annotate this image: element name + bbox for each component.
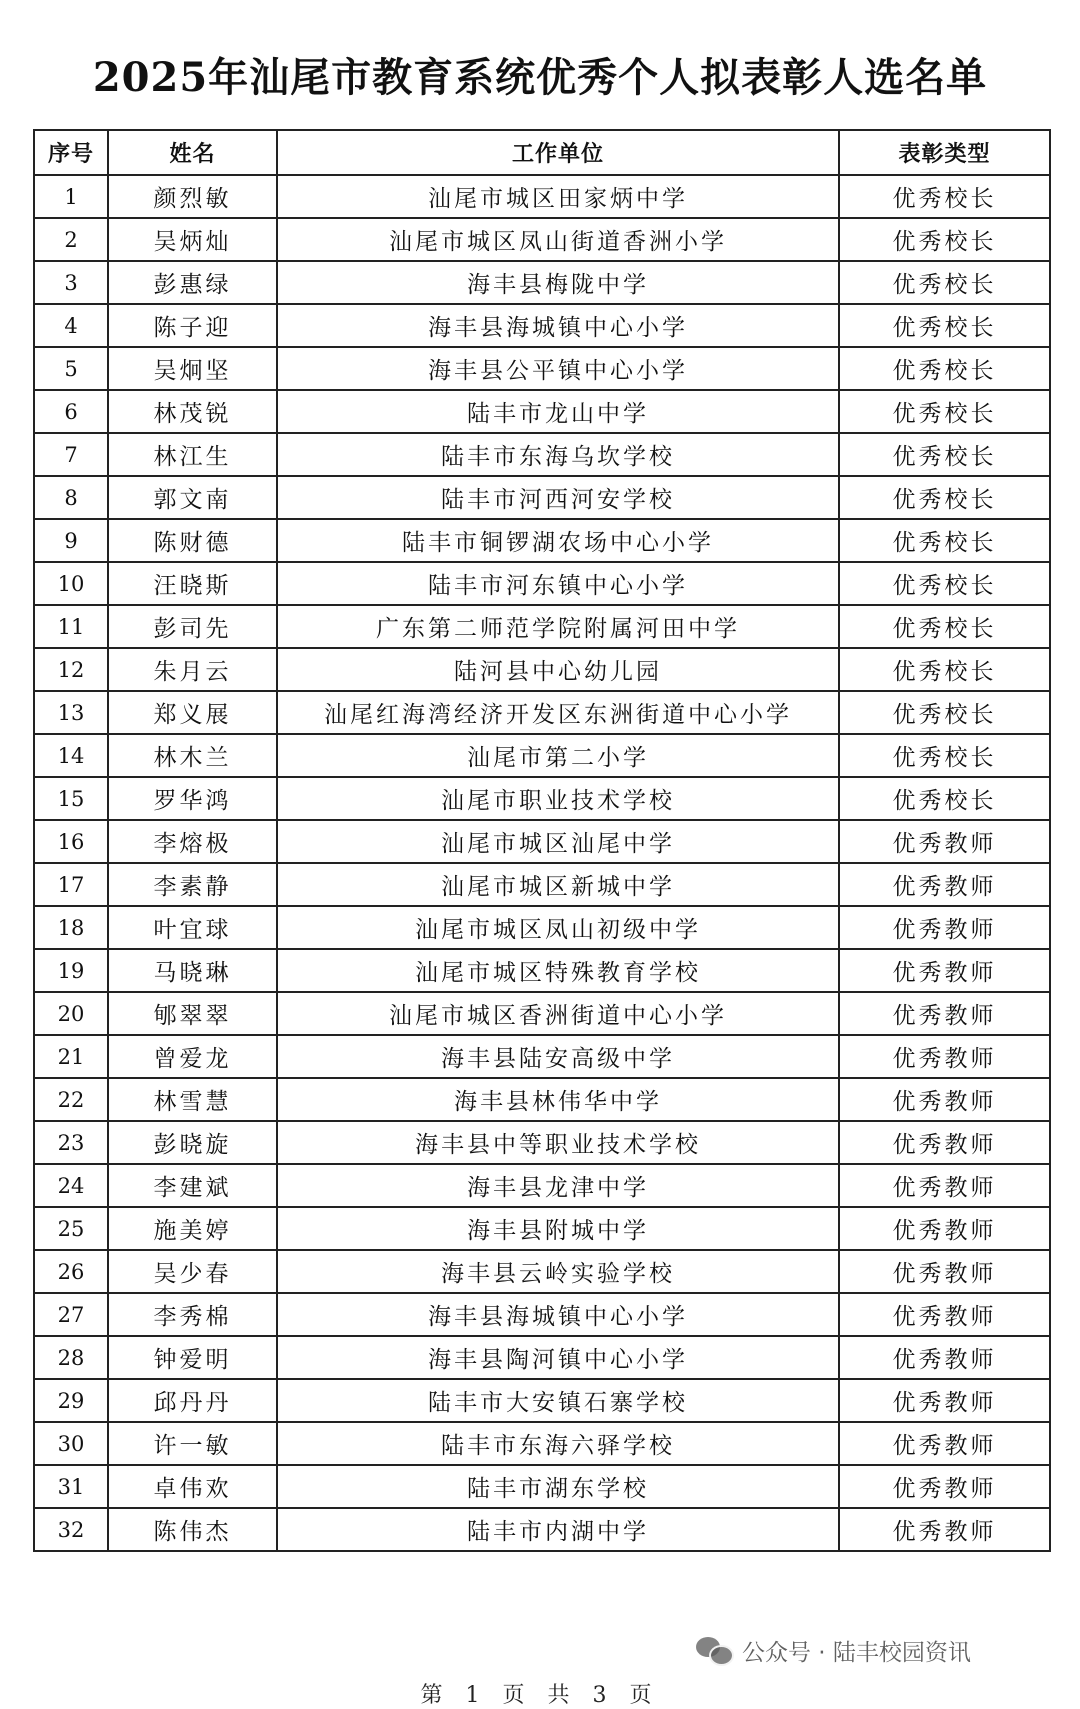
cell-unit: 海丰县陶河镇中心小学 xyxy=(277,1336,839,1379)
cell-name: 吴炯坚 xyxy=(108,347,277,390)
cell-unit: 海丰县公平镇中心小学 xyxy=(277,347,839,390)
table-row xyxy=(34,1508,1050,1551)
cell-type: 优秀校长 xyxy=(839,433,1050,476)
cell-unit: 汕尾市职业技术学校 xyxy=(277,777,839,820)
cell-name: 吴炳灿 xyxy=(108,218,277,261)
cell-unit: 汕尾市城区凤山街道香洲小学 xyxy=(277,218,839,261)
cell-type: 优秀教师 xyxy=(839,1078,1050,1121)
cell-unit: 海丰县梅陇中学 xyxy=(277,261,839,304)
cell-name: 曾爱龙 xyxy=(108,1035,277,1078)
table-body xyxy=(34,175,1050,1551)
cell-type: 优秀校长 xyxy=(839,347,1050,390)
cell-type: 优秀教师 xyxy=(839,863,1050,906)
table-row xyxy=(34,906,1050,949)
cell-type: 优秀教师 xyxy=(839,1035,1050,1078)
cell-name: 郇翠翠 xyxy=(108,992,277,1035)
cell-unit: 汕尾红海湾经济开发区东洲街道中心小学 xyxy=(277,691,839,734)
table-row xyxy=(34,562,1050,605)
cell-no: 12 xyxy=(34,648,108,691)
cell-unit: 汕尾市城区特殊教育学校 xyxy=(277,949,839,992)
cell-type: 优秀校长 xyxy=(839,218,1050,261)
cell-unit: 陆丰市东海乌坎学校 xyxy=(277,433,839,476)
cell-no: 11 xyxy=(34,605,108,648)
table-row xyxy=(34,777,1050,820)
cell-type: 优秀教师 xyxy=(839,1121,1050,1164)
cell-name: 李建斌 xyxy=(108,1164,277,1207)
cell-name: 彭晓旋 xyxy=(108,1121,277,1164)
cell-no: 13 xyxy=(34,691,108,734)
cell-type: 优秀校长 xyxy=(839,519,1050,562)
cell-unit: 陆河县中心幼儿园 xyxy=(277,648,839,691)
cell-no: 2 xyxy=(34,218,108,261)
table-row xyxy=(34,691,1050,734)
cell-no: 17 xyxy=(34,863,108,906)
cell-unit: 陆丰市龙山中学 xyxy=(277,390,839,433)
cell-no: 10 xyxy=(34,562,108,605)
cell-name: 郭文南 xyxy=(108,476,277,519)
cell-name: 陈财德 xyxy=(108,519,277,562)
cell-no: 7 xyxy=(34,433,108,476)
table-row xyxy=(34,390,1050,433)
cell-no: 27 xyxy=(34,1293,108,1336)
cell-unit: 海丰县龙津中学 xyxy=(277,1164,839,1207)
cell-unit: 海丰县海城镇中心小学 xyxy=(277,1293,839,1336)
cell-no: 16 xyxy=(34,820,108,863)
header-no: 序号 xyxy=(34,130,108,175)
cell-name: 郑义展 xyxy=(108,691,277,734)
document-title: 2025年汕尾市教育系统优秀个人拟表彰人选名单 xyxy=(92,54,988,101)
cell-type: 优秀校长 xyxy=(839,777,1050,820)
cell-no: 14 xyxy=(34,734,108,777)
cell-type: 优秀教师 xyxy=(839,1379,1050,1422)
cell-no: 32 xyxy=(34,1508,108,1551)
cell-no: 5 xyxy=(34,347,108,390)
cell-unit: 广东第二师范学院附属河田中学 xyxy=(277,605,839,648)
table-row xyxy=(34,949,1050,992)
cell-no: 1 xyxy=(34,175,108,218)
cell-name: 李熔极 xyxy=(108,820,277,863)
table-row xyxy=(34,261,1050,304)
cell-unit: 海丰县海城镇中心小学 xyxy=(277,304,839,347)
table-row xyxy=(34,1207,1050,1250)
cell-no: 23 xyxy=(34,1121,108,1164)
cell-no: 31 xyxy=(34,1465,108,1508)
cell-no: 9 xyxy=(34,519,108,562)
cell-name: 林木兰 xyxy=(108,734,277,777)
cell-no: 25 xyxy=(34,1207,108,1250)
cell-name: 朱月云 xyxy=(108,648,277,691)
table-row xyxy=(34,605,1050,648)
cell-no: 3 xyxy=(34,261,108,304)
cell-no: 8 xyxy=(34,476,108,519)
cell-name: 李素静 xyxy=(108,863,277,906)
table-row xyxy=(34,1465,1050,1508)
header-name: 姓名 xyxy=(108,130,277,175)
cell-type: 优秀校长 xyxy=(839,734,1050,777)
cell-type: 优秀校长 xyxy=(839,562,1050,605)
cell-name: 林雪慧 xyxy=(108,1078,277,1121)
cell-type: 优秀教师 xyxy=(839,1422,1050,1465)
cell-unit: 汕尾市城区田家炳中学 xyxy=(277,175,839,218)
cell-type: 优秀校长 xyxy=(839,605,1050,648)
table-row xyxy=(34,1164,1050,1207)
cell-type: 优秀校长 xyxy=(839,390,1050,433)
cell-name: 陈子迎 xyxy=(108,304,277,347)
cell-name: 陈伟杰 xyxy=(108,1508,277,1551)
cell-unit: 陆丰市大安镇石寨学校 xyxy=(277,1379,839,1422)
table-row xyxy=(34,1422,1050,1465)
cell-unit: 汕尾市城区新城中学 xyxy=(277,863,839,906)
cell-unit: 陆丰市铜锣湖农场中心小学 xyxy=(277,519,839,562)
table-row xyxy=(34,175,1050,218)
cell-unit: 海丰县陆安高级中学 xyxy=(277,1035,839,1078)
page-footer: 第 1 页 共 3 页 xyxy=(420,1683,660,1708)
watermark-text: 公众号 · 陆丰校园资讯 xyxy=(742,1639,971,1666)
table-row xyxy=(34,1293,1050,1336)
table-row xyxy=(34,519,1050,562)
table-row xyxy=(34,433,1050,476)
cell-no: 4 xyxy=(34,304,108,347)
table-row xyxy=(34,1379,1050,1422)
cell-unit: 海丰县云岭实验学校 xyxy=(277,1250,839,1293)
cell-unit: 陆丰市内湖中学 xyxy=(277,1508,839,1551)
cell-unit: 汕尾市城区凤山初级中学 xyxy=(277,906,839,949)
cell-type: 优秀教师 xyxy=(839,992,1050,1035)
cell-type: 优秀教师 xyxy=(839,820,1050,863)
cell-no: 22 xyxy=(34,1078,108,1121)
cell-no: 21 xyxy=(34,1035,108,1078)
cell-name: 林江生 xyxy=(108,433,277,476)
cell-unit: 汕尾市城区汕尾中学 xyxy=(277,820,839,863)
table-row xyxy=(34,1078,1050,1121)
wechat-icon xyxy=(696,1635,732,1665)
cell-type: 优秀校长 xyxy=(839,476,1050,519)
cell-no: 30 xyxy=(34,1422,108,1465)
cell-no: 28 xyxy=(34,1336,108,1379)
cell-unit: 陆丰市河西河安学校 xyxy=(277,476,839,519)
cell-name: 彭司先 xyxy=(108,605,277,648)
table-row xyxy=(34,1250,1050,1293)
watermark xyxy=(692,1630,975,1670)
cell-name: 卓伟欢 xyxy=(108,1465,277,1508)
cell-unit: 陆丰市河东镇中心小学 xyxy=(277,562,839,605)
cell-no: 26 xyxy=(34,1250,108,1293)
header-unit: 工作单位 xyxy=(277,130,839,175)
table-row xyxy=(34,476,1050,519)
cell-name: 颜烈敏 xyxy=(108,175,277,218)
table-row xyxy=(34,347,1050,390)
table-row xyxy=(34,1121,1050,1164)
cell-type: 优秀校长 xyxy=(839,304,1050,347)
cell-type: 优秀校长 xyxy=(839,175,1050,218)
cell-unit: 海丰县附城中学 xyxy=(277,1207,839,1250)
cell-no: 24 xyxy=(34,1164,108,1207)
cell-name: 吴少春 xyxy=(108,1250,277,1293)
cell-unit: 海丰县中等职业技术学校 xyxy=(277,1121,839,1164)
cell-name: 叶宜球 xyxy=(108,906,277,949)
cell-type: 优秀校长 xyxy=(839,261,1050,304)
cell-type: 优秀教师 xyxy=(839,1250,1050,1293)
cell-name: 钟爱明 xyxy=(108,1336,277,1379)
candidate-table xyxy=(33,129,1051,1552)
cell-no: 15 xyxy=(34,777,108,820)
cell-no: 29 xyxy=(34,1379,108,1422)
cell-no: 20 xyxy=(34,992,108,1035)
cell-unit: 陆丰市东海六驿学校 xyxy=(277,1422,839,1465)
cell-name: 罗华鸿 xyxy=(108,777,277,820)
cell-type: 优秀教师 xyxy=(839,1164,1050,1207)
cell-name: 马晓琳 xyxy=(108,949,277,992)
table-row xyxy=(34,734,1050,777)
cell-no: 19 xyxy=(34,949,108,992)
cell-no: 6 xyxy=(34,390,108,433)
cell-type: 优秀教师 xyxy=(839,1293,1050,1336)
cell-name: 林茂锐 xyxy=(108,390,277,433)
table-row xyxy=(34,992,1050,1035)
table-row xyxy=(34,820,1050,863)
cell-name: 汪晓斯 xyxy=(108,562,277,605)
cell-type: 优秀教师 xyxy=(839,1465,1050,1508)
table-row xyxy=(34,648,1050,691)
cell-name: 邱丹丹 xyxy=(108,1379,277,1422)
table-row xyxy=(34,863,1050,906)
cell-type: 优秀校长 xyxy=(839,691,1050,734)
table-row xyxy=(34,1336,1050,1379)
cell-unit: 汕尾市第二小学 xyxy=(277,734,839,777)
table-header-row xyxy=(34,130,1050,175)
table-row xyxy=(34,304,1050,347)
cell-unit: 汕尾市城区香洲街道中心小学 xyxy=(277,992,839,1035)
cell-name: 许一敏 xyxy=(108,1422,277,1465)
cell-unit: 海丰县林伟华中学 xyxy=(277,1078,839,1121)
cell-unit: 陆丰市湖东学校 xyxy=(277,1465,839,1508)
cell-type: 优秀教师 xyxy=(839,1336,1050,1379)
header-type: 表彰类型 xyxy=(839,130,1050,175)
cell-no: 18 xyxy=(34,906,108,949)
cell-type: 优秀教师 xyxy=(839,1508,1050,1551)
cell-name: 李秀棉 xyxy=(108,1293,277,1336)
cell-type: 优秀校长 xyxy=(839,648,1050,691)
cell-type: 优秀教师 xyxy=(839,1207,1050,1250)
cell-name: 施美婷 xyxy=(108,1207,277,1250)
table-row xyxy=(34,1035,1050,1078)
cell-type: 优秀教师 xyxy=(839,949,1050,992)
table-row xyxy=(34,218,1050,261)
cell-type: 优秀教师 xyxy=(839,906,1050,949)
cell-name: 彭惠绿 xyxy=(108,261,277,304)
